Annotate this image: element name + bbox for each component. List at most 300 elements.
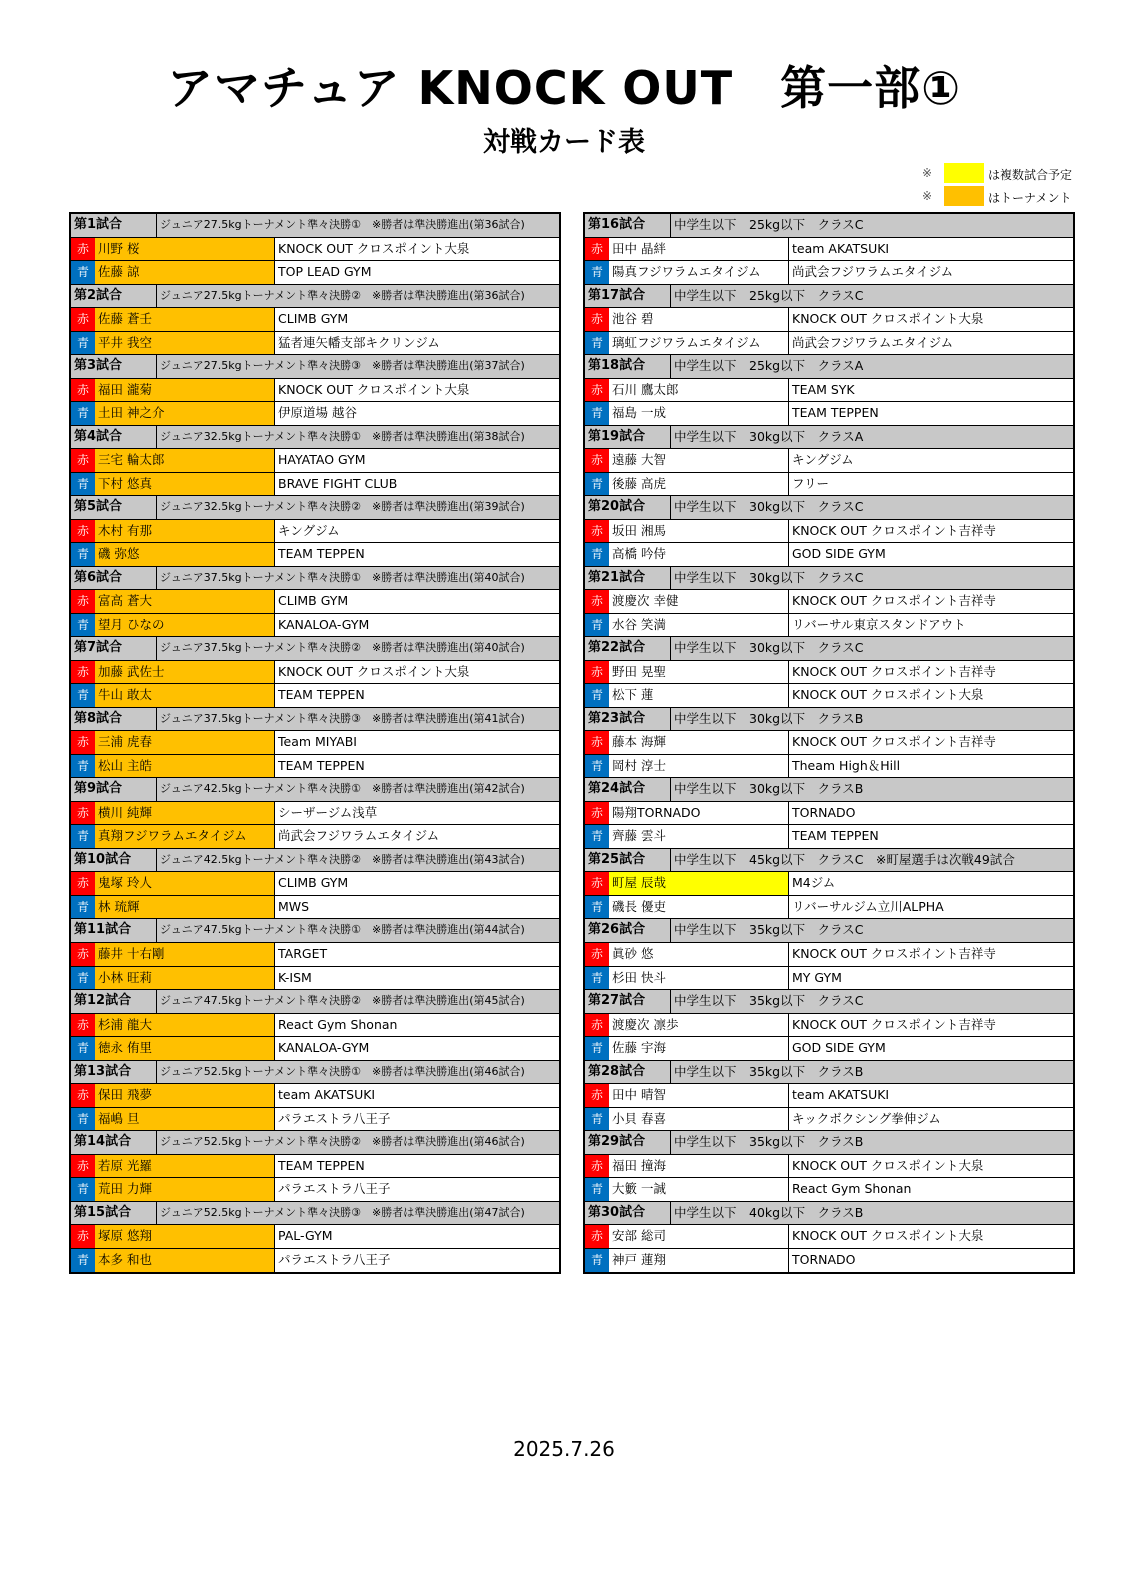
red-corner-row [585, 1084, 1073, 1108]
red-corner-label: 赤 [585, 379, 609, 402]
blue-corner-row [71, 1108, 559, 1132]
bout-number: 第5試合 [71, 496, 157, 519]
red-corner-label: 赤 [585, 661, 609, 684]
red-fighter-name: 保田 飛夢 [95, 1084, 275, 1107]
red-corner-label: 赤 [585, 520, 609, 543]
bout-number: 第2試合 [71, 285, 157, 308]
blue-corner-label: 青 [71, 684, 95, 707]
red-fighter-name: 塚原 悠翔 [95, 1225, 275, 1248]
bout-number: 第17試合 [585, 285, 671, 308]
bout-description: 中学生以下 35kg以下 クラスB [674, 1063, 864, 1079]
blue-corner-row [71, 473, 559, 497]
red-corner-label: 赤 [71, 379, 95, 402]
red-corner-label: 赤 [71, 1084, 95, 1107]
bout-description: ジュニア32.5kgトーナメント準々決勝② ※勝者は準決勝進出(第39試合) [160, 500, 525, 514]
blue-fighter-gym: GOD SIDE GYM [792, 546, 886, 562]
red-corner-row [585, 1014, 1073, 1038]
bout-header-row [585, 708, 1073, 732]
bout-description: 中学生以下 25kg以下 クラスA [674, 358, 864, 374]
bout-header-row [71, 849, 559, 873]
red-corner-row [71, 872, 559, 896]
bout-description: ジュニア47.5kgトーナメント準々決勝② ※勝者は準決勝進出(第45試合) [160, 994, 525, 1008]
red-corner-row [71, 308, 559, 332]
bout-number: 第20試合 [585, 496, 671, 519]
red-fighter-name: 三浦 虎春 [95, 731, 275, 754]
blue-fighter-gym: KANALOA-GYM [278, 616, 370, 632]
blue-fighter-gym: K-ISM [278, 969, 312, 985]
blue-corner-row [585, 332, 1073, 356]
red-corner-row [71, 1225, 559, 1249]
bout-description: ジュニア52.5kgトーナメント準々決勝① ※勝者は準決勝進出(第46試合) [160, 1064, 525, 1078]
red-fighter-gym: Team MIYABI [278, 734, 357, 750]
bout-number: 第9試合 [71, 778, 157, 801]
blue-corner-label: 青 [71, 473, 95, 496]
blue-fighter-gym: KNOCK OUT クロスポイント大泉 [792, 687, 984, 703]
blue-corner-row [585, 825, 1073, 849]
bout-header-row [585, 778, 1073, 802]
bout-header-row [71, 708, 559, 732]
blue-corner-row [71, 684, 559, 708]
blue-corner-row [585, 614, 1073, 638]
blue-corner-label: 青 [71, 332, 95, 355]
bout-header-row [71, 355, 559, 379]
red-fighter-name: 渡慶次 幸健 [609, 590, 789, 613]
red-fighter-gym: KNOCK OUT クロスポイント大泉 [278, 663, 470, 679]
red-corner-label: 赤 [71, 872, 95, 895]
bout-description: ジュニア47.5kgトーナメント準々決勝① ※勝者は準決勝進出(第44試合) [160, 923, 525, 937]
blue-corner-label: 青 [71, 402, 95, 425]
red-fighter-gym: TARGET [278, 945, 328, 961]
red-corner-label: 赤 [71, 1155, 95, 1178]
bout-number: 第24試合 [585, 778, 671, 801]
blue-fighter-gym: Theam High＆Hill [792, 757, 901, 773]
blue-fighter-name: 本多 和也 [95, 1249, 275, 1273]
blue-fighter-name: 後藤 高虎 [609, 473, 789, 496]
blue-fighter-name: 神戸 蓮翔 [609, 1249, 789, 1273]
red-fighter-name: 遠藤 大智 [609, 449, 789, 472]
blue-fighter-gym: MWS [278, 898, 310, 914]
blue-fighter-gym: 猛者連矢幡支部キクリンジム [278, 334, 440, 350]
red-corner-row [71, 238, 559, 262]
blue-corner-label: 青 [71, 755, 95, 778]
blue-corner-label: 青 [585, 1178, 609, 1201]
blue-fighter-name: 璃虹フジワラムエタイジム [609, 332, 789, 355]
blue-corner-row [71, 614, 559, 638]
blue-fighter-gym: リバーサル東京スタンドアウト [792, 616, 966, 632]
blue-corner-label: 青 [71, 543, 95, 566]
blue-fighter-name: 林 琉輝 [95, 896, 275, 919]
bout-header-row [585, 496, 1073, 520]
red-corner-row [71, 943, 559, 967]
blue-fighter-gym: GOD SIDE GYM [792, 1040, 886, 1056]
bout-number: 第29試合 [585, 1131, 671, 1154]
red-corner-row [585, 308, 1073, 332]
blue-fighter-gym: パラエストラ八王子 [278, 1110, 391, 1126]
red-fighter-name: 杉浦 龍大 [95, 1014, 275, 1037]
bout-number: 第25試合 [585, 849, 671, 872]
blue-corner-label: 青 [71, 1249, 95, 1273]
red-fighter-name: 藤本 海輝 [609, 731, 789, 754]
red-corner-label: 赤 [71, 590, 95, 613]
blue-fighter-gym: KANALOA-GYM [278, 1040, 370, 1056]
bout-number: 第28試合 [585, 1061, 671, 1084]
red-corner-row [585, 943, 1073, 967]
red-corner-row [71, 802, 559, 826]
red-fighter-gym: KNOCK OUT クロスポイント大泉 [278, 240, 470, 256]
legend-swatch-yellow [944, 163, 984, 183]
blue-fighter-gym: TEAM TEPPEN [278, 687, 365, 703]
bout-header-row [585, 1131, 1073, 1155]
blue-fighter-gym: MY GYM [792, 969, 842, 985]
blue-fighter-name: 佐藤 諒 [95, 261, 275, 284]
blue-corner-row [585, 543, 1073, 567]
blue-fighter-name: 牛山 敢太 [95, 684, 275, 707]
bout-header-row [71, 990, 559, 1014]
bout-description: ジュニア37.5kgトーナメント準々決勝② ※勝者は準決勝進出(第40試合) [160, 641, 525, 655]
bout-number: 第11試合 [71, 919, 157, 942]
red-corner-label: 赤 [585, 802, 609, 825]
red-fighter-gym: TORNADO [792, 804, 856, 820]
bout-number: 第6試合 [71, 567, 157, 590]
bout-description: ジュニア42.5kgトーナメント準々決勝① ※勝者は準決勝進出(第42試合) [160, 782, 525, 796]
red-corner-label: 赤 [71, 238, 95, 261]
blue-corner-row [585, 896, 1073, 920]
blue-corner-row [71, 543, 559, 567]
bout-description: 中学生以下 35kg以下 クラスB [674, 1134, 864, 1150]
bout-description: 中学生以下 40kg以下 クラスB [674, 1204, 864, 1220]
red-fighter-name: 三宅 輪太郎 [95, 449, 275, 472]
blue-fighter-name: 福嶋 旦 [95, 1108, 275, 1131]
blue-fighter-name: 下村 悠真 [95, 473, 275, 496]
bout-description: 中学生以下 35kg以下 クラスC [674, 993, 864, 1009]
red-fighter-name: 野田 晃聖 [609, 661, 789, 684]
blue-fighter-name: 平井 我空 [95, 332, 275, 355]
bout-description: 中学生以下 25kg以下 クラスC [674, 217, 864, 232]
blue-corner-label: 青 [585, 684, 609, 707]
red-corner-label: 赤 [71, 1225, 95, 1248]
blue-fighter-gym: TEAM TEPPEN [278, 546, 365, 562]
bout-header-row [71, 496, 559, 520]
bout-description: 中学生以下 30kg以下 クラスC [674, 640, 864, 656]
document-date: 2025.7.26 [513, 1437, 615, 1461]
bout-header-row [71, 426, 559, 450]
blue-fighter-gym: TEAM TEPPEN [278, 757, 365, 773]
legend-multiple [922, 163, 1102, 183]
blue-corner-label: 青 [585, 967, 609, 990]
blue-fighter-name: 杉田 快斗 [609, 967, 789, 990]
blue-corner-label: 青 [585, 261, 609, 284]
red-fighter-name: 富高 蒼大 [95, 590, 275, 613]
blue-corner-label: 青 [585, 896, 609, 919]
blue-corner-row [71, 332, 559, 356]
blue-fighter-name: 望月 ひなの [95, 614, 275, 637]
bout-description: ジュニア52.5kgトーナメント準々決勝② ※勝者は準決勝進出(第46試合) [160, 1135, 525, 1149]
red-corner-label: 赤 [585, 1155, 609, 1178]
blue-fighter-gym: 尚武会フジワラムエタイジム [792, 264, 954, 280]
red-fighter-gym: KNOCK OUT クロスポイント大泉 [278, 381, 470, 397]
bout-description: 中学生以下 25kg以下 クラスC [674, 287, 864, 303]
bout-number: 第22試合 [585, 637, 671, 660]
red-corner-label: 赤 [71, 731, 95, 754]
red-corner-label: 赤 [71, 308, 95, 331]
bout-header-row [71, 919, 559, 943]
red-corner-label: 赤 [585, 308, 609, 331]
bout-header-row [71, 1202, 559, 1226]
blue-corner-row [585, 1037, 1073, 1061]
blue-fighter-gym: 尚武会フジワラムエタイジム [278, 828, 440, 844]
legend-tournament [922, 186, 1102, 206]
red-fighter-name: 池谷 碧 [609, 308, 789, 331]
red-fighter-gym: TEAM SYK [792, 381, 855, 397]
red-corner-row [71, 379, 559, 403]
red-fighter-gym: KNOCK OUT クロスポイント大泉 [792, 311, 984, 327]
red-fighter-name: 田中 晴智 [609, 1084, 789, 1107]
blue-fighter-name: 高橋 吟侍 [609, 543, 789, 566]
red-corner-row [585, 238, 1073, 262]
red-fighter-name: 加藤 武佐士 [95, 661, 275, 684]
legend-mark: ※ [922, 166, 933, 180]
blue-fighter-gym: TEAM TEPPEN [792, 828, 879, 844]
red-corner-row [71, 449, 559, 473]
blue-corner-row [71, 896, 559, 920]
blue-corner-row [71, 402, 559, 426]
blue-fighter-name: 松下 蓮 [609, 684, 789, 707]
red-fighter-gym: team AKATSUKI [792, 1087, 890, 1103]
red-corner-label: 赤 [71, 802, 95, 825]
blue-fighter-gym: 伊原道場 越谷 [278, 405, 357, 421]
blue-corner-row [71, 1249, 559, 1273]
red-corner-label: 赤 [71, 661, 95, 684]
blue-corner-label: 青 [585, 543, 609, 566]
blue-fighter-name: 土田 神之介 [95, 402, 275, 425]
red-fighter-name: 田中 晶絆 [609, 238, 789, 261]
bout-number: 第26試合 [585, 919, 671, 942]
blue-corner-row [585, 402, 1073, 426]
blue-corner-row [71, 261, 559, 285]
red-corner-row [585, 731, 1073, 755]
blue-fighter-name: 真翔フジワラムエタイジム [95, 825, 275, 848]
red-fighter-name: 鬼塚 玲人 [95, 872, 275, 895]
blue-fighter-name: 松山 主皓 [95, 755, 275, 778]
red-corner-row [585, 1225, 1073, 1249]
blue-corner-row [585, 1178, 1073, 1202]
blue-fighter-name: 荒田 力輝 [95, 1178, 275, 1201]
red-fighter-gym: キングジム [792, 452, 854, 468]
bout-description: 中学生以下 45kg以下 クラスC ※町屋選手は次戦49試合 [674, 851, 1015, 867]
bout-header-row [71, 637, 559, 661]
blue-corner-row [71, 1178, 559, 1202]
bout-number: 第14試合 [71, 1131, 157, 1154]
bout-header-row [71, 778, 559, 802]
bout-description: 中学生以下 30kg以下 クラスC [674, 569, 864, 585]
red-fighter-name: 佐藤 蒼壬 [95, 308, 275, 331]
page-subtitle: 対戦カード表 [483, 127, 645, 158]
legend-swatch-orange [944, 186, 984, 206]
bout-header-row [585, 849, 1073, 873]
bout-number: 第10試合 [71, 849, 157, 872]
bout-number: 第30試合 [585, 1202, 671, 1225]
bout-description: ジュニア52.5kgトーナメント準々決勝③ ※勝者は準決勝進出(第47試合) [160, 1205, 525, 1219]
blue-corner-label: 青 [585, 332, 609, 355]
red-fighter-gym: KNOCK OUT クロスポイント吉祥寺 [792, 1016, 996, 1032]
blue-fighter-gym: TORNADO [792, 1251, 856, 1267]
legend-text: は複数試合予定 [988, 168, 1073, 182]
blue-corner-label: 青 [71, 261, 95, 284]
bout-header-row [71, 214, 559, 238]
blue-fighter-name: 大籔 一誠 [609, 1178, 789, 1201]
red-fighter-gym: HAYATAO GYM [278, 452, 366, 468]
bout-number: 第3試合 [71, 355, 157, 378]
blue-fighter-name: 岡村 淳士 [609, 755, 789, 778]
bout-description: ジュニア27.5kgトーナメント準々決勝② ※勝者は準決勝進出(第36試合) [160, 288, 525, 302]
bout-header-row [585, 637, 1073, 661]
red-corner-label: 赤 [585, 238, 609, 261]
blue-corner-label: 青 [585, 825, 609, 848]
red-corner-row [71, 520, 559, 544]
red-corner-label: 赤 [585, 1084, 609, 1107]
red-fighter-gym: KNOCK OUT クロスポイント大泉 [792, 1157, 984, 1173]
bout-description: 中学生以下 30kg以下 クラスB [674, 781, 864, 797]
red-fighter-gym: CLIMB GYM [278, 311, 349, 327]
bout-number: 第21試合 [585, 567, 671, 590]
bout-table-left [69, 212, 561, 1274]
blue-fighter-name: 磯 弥悠 [95, 543, 275, 566]
bout-description: ジュニア42.5kgトーナメント準々決勝② ※勝者は準決勝進出(第43試合) [160, 852, 525, 866]
blue-corner-label: 青 [585, 755, 609, 778]
red-fighter-name: 石川 鷹太郎 [609, 379, 789, 402]
bout-table-right [583, 212, 1075, 1274]
blue-corner-label: 青 [585, 614, 609, 637]
red-fighter-name: 横川 純輝 [95, 802, 275, 825]
bout-number: 第23試合 [585, 708, 671, 731]
red-fighter-gym: KNOCK OUT クロスポイント吉祥寺 [792, 663, 996, 679]
red-fighter-name: 木村 有那 [95, 520, 275, 543]
bout-header-row [585, 990, 1073, 1014]
bout-description: ジュニア27.5kgトーナメント準々決勝③ ※勝者は準決勝進出(第37試合) [160, 359, 525, 373]
bout-header-row [71, 1061, 559, 1085]
blue-corner-row [585, 684, 1073, 708]
blue-corner-label: 青 [585, 473, 609, 496]
red-fighter-name: 陽翔TORNADO [609, 802, 789, 825]
blue-corner-row [585, 755, 1073, 779]
red-fighter-gym: KNOCK OUT クロスポイント吉祥寺 [792, 522, 996, 538]
red-corner-label: 赤 [71, 943, 95, 966]
red-fighter-name: 町屋 辰哉 [609, 872, 789, 895]
blue-corner-label: 青 [585, 1108, 609, 1131]
blue-fighter-gym: React Gym Shonan [792, 1181, 912, 1197]
red-corner-row [71, 1155, 559, 1179]
red-corner-label: 赤 [585, 872, 609, 895]
bout-description: ジュニア37.5kgトーナメント準々決勝① ※勝者は準決勝進出(第40試合) [160, 570, 525, 584]
blue-fighter-gym: パラエストラ八王子 [278, 1251, 391, 1267]
blue-fighter-name: 齊藤 雲斗 [609, 825, 789, 848]
blue-corner-row [71, 755, 559, 779]
bout-header-row [585, 426, 1073, 450]
bout-header-row [585, 285, 1073, 309]
red-fighter-name: 福田 撞海 [609, 1155, 789, 1178]
red-corner-row [71, 661, 559, 685]
bout-number: 第27試合 [585, 990, 671, 1013]
blue-fighter-gym: BRAVE FIGHT CLUB [278, 475, 398, 491]
bout-number: 第1試合 [71, 214, 157, 237]
blue-corner-label: 青 [71, 614, 95, 637]
red-fighter-gym: team AKATSUKI [278, 1087, 376, 1103]
red-corner-row [585, 449, 1073, 473]
bout-header-row [585, 919, 1073, 943]
red-fighter-name: 若原 光羅 [95, 1155, 275, 1178]
blue-corner-label: 青 [71, 1037, 95, 1060]
bout-number: 第19試合 [585, 426, 671, 449]
bout-number: 第13試合 [71, 1061, 157, 1084]
red-fighter-name: 坂田 湘馬 [609, 520, 789, 543]
red-corner-label: 赤 [71, 449, 95, 472]
blue-fighter-gym: フリー [792, 475, 830, 491]
red-corner-row [71, 1014, 559, 1038]
red-fighter-gym: M4ジム [792, 875, 836, 891]
bout-description: ジュニア27.5kgトーナメント準々決勝① ※勝者は準決勝進出(第36試合) [160, 218, 525, 231]
blue-corner-row [585, 967, 1073, 991]
blue-fighter-gym: TOP LEAD GYM [278, 264, 372, 280]
bout-header-row [71, 567, 559, 591]
red-fighter-name: 安部 総司 [609, 1225, 789, 1248]
blue-corner-label: 青 [71, 1178, 95, 1201]
red-corner-row [585, 872, 1073, 896]
blue-corner-label: 青 [585, 1037, 609, 1060]
red-fighter-gym: CLIMB GYM [278, 875, 349, 891]
blue-fighter-name: 磯長 優吏 [609, 896, 789, 919]
bout-header-row [585, 355, 1073, 379]
red-corner-label: 赤 [585, 731, 609, 754]
blue-corner-row [71, 825, 559, 849]
page-title: アマチュア KNOCK OUT 第一部① [166, 61, 962, 115]
bout-description: 中学生以下 30kg以下 クラスB [674, 710, 864, 726]
bout-number: 第16試合 [585, 214, 671, 237]
red-fighter-gym: KNOCK OUT クロスポイント吉祥寺 [792, 593, 996, 609]
blue-corner-label: 青 [71, 825, 95, 848]
bout-header-row [585, 214, 1073, 238]
blue-fighter-gym: 尚武会フジワラムエタイジム [792, 334, 954, 350]
bout-header-row [71, 1131, 559, 1155]
blue-fighter-name: 小貝 春喜 [609, 1108, 789, 1131]
bout-description: ジュニア37.5kgトーナメント準々決勝③ ※勝者は準決勝進出(第41試合) [160, 711, 525, 725]
red-corner-label: 赤 [71, 1014, 95, 1037]
red-corner-label: 赤 [585, 590, 609, 613]
legend-text: はトーナメント [988, 191, 1072, 205]
blue-corner-row [71, 967, 559, 991]
red-corner-label: 赤 [585, 943, 609, 966]
red-fighter-name: 渡慶次 凛歩 [609, 1014, 789, 1037]
bout-header-row [585, 1061, 1073, 1085]
red-fighter-gym: KNOCK OUT クロスポイント吉祥寺 [792, 945, 996, 961]
blue-fighter-gym: リバーサルジム立川ALPHA [792, 898, 944, 914]
red-fighter-gym: キングジム [278, 522, 340, 538]
blue-corner-label: 青 [585, 1249, 609, 1273]
blue-fighter-gym: キックボクシング拳伸ジム [792, 1110, 941, 1126]
red-fighter-name: 眞砂 悠 [609, 943, 789, 966]
red-corner-row [585, 1155, 1073, 1179]
bout-header-row [585, 1202, 1073, 1226]
red-fighter-gym: team AKATSUKI [792, 240, 890, 256]
red-corner-label: 赤 [585, 1014, 609, 1037]
blue-corner-row [585, 1108, 1073, 1132]
bout-description: 中学生以下 30kg以下 クラスC [674, 499, 864, 515]
red-corner-row [585, 802, 1073, 826]
blue-corner-label: 青 [71, 967, 95, 990]
red-fighter-gym: TEAM TEPPEN [278, 1157, 365, 1173]
red-fighter-gym: React Gym Shonan [278, 1016, 398, 1032]
blue-corner-row [585, 1249, 1073, 1273]
red-fighter-gym: PAL-GYM [278, 1228, 333, 1244]
